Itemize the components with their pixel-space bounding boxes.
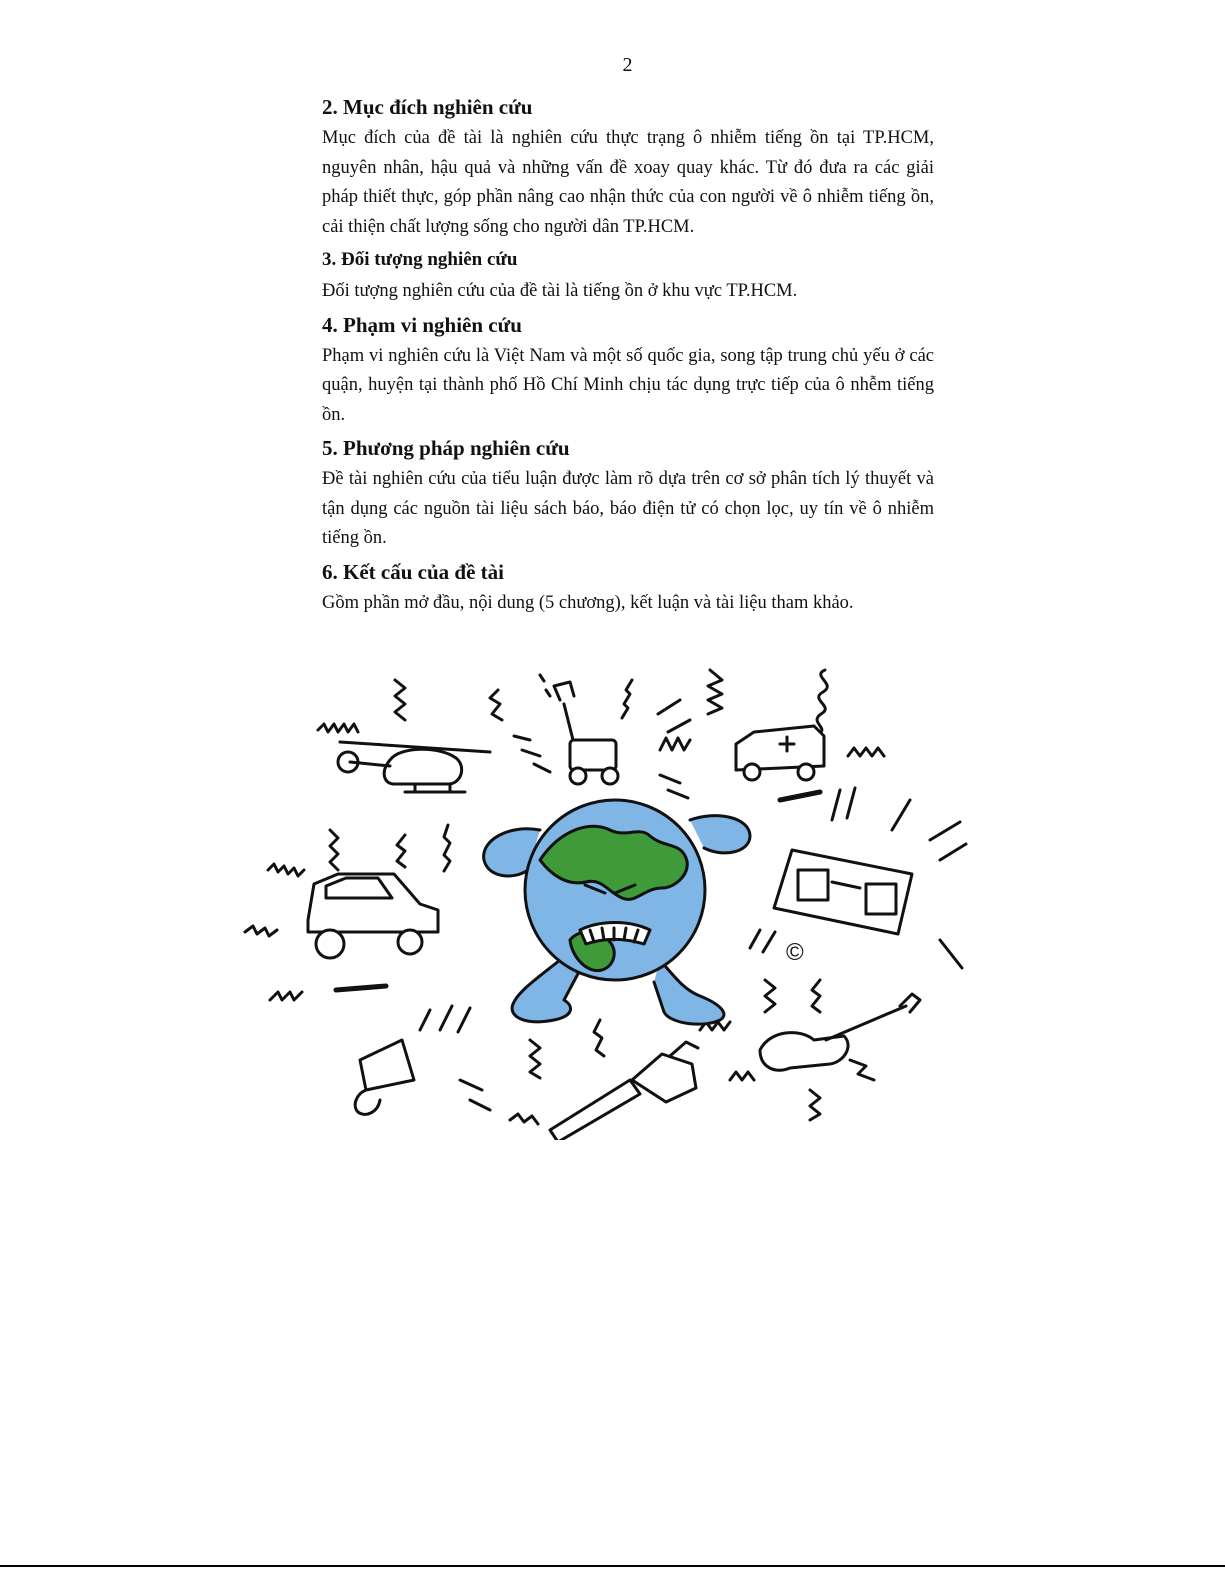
section-heading-method: 5. Phương pháp nghiên cứu <box>322 436 570 460</box>
noise-squiggle <box>708 670 722 714</box>
noise-squiggle <box>245 926 277 936</box>
noise-squiggle <box>812 980 820 1012</box>
noise-squiggle <box>850 1060 874 1080</box>
megaphone-icon <box>355 1040 414 1114</box>
section-heading-subject: 3. Đối tượng nghiên cứu <box>322 249 518 270</box>
noise-squiggle <box>270 992 302 1000</box>
noise-squiggle <box>594 1020 604 1056</box>
noise-squiggle <box>330 830 338 870</box>
noise-squiggle <box>810 1090 820 1120</box>
noise-squiggle <box>460 1080 490 1110</box>
noise-squiggle <box>540 675 550 696</box>
section-body-scope: Phạm vi nghiên cứu là Việt Nam và một số quốc gia, song tập trung chủ yếu ở các quận, huyện tại thành phố Hồ Chí Minh chịu tác dụng trực tiếp của ô nhễm tiếng ồn. <box>322 345 934 425</box>
noise-squiggle <box>750 930 775 952</box>
noise-squiggle <box>660 738 690 750</box>
noise-squiggle <box>395 680 405 720</box>
noise-squiggle <box>940 940 962 968</box>
guitar-icon <box>760 994 920 1070</box>
ambulance-icon <box>736 726 824 800</box>
section-body-structure: Gồm phần mở đầu, nội dung (5 chương), kết luận và tài liệu tham khảo. <box>322 592 854 613</box>
chainsaw-icon <box>550 1042 698 1140</box>
noise-squiggle <box>660 775 688 798</box>
section-body-method: Đề tài nghiên cứu của tiểu luận được làm rõ dựa trên cơ sở phân tích lý thuyết và tận dụng các nguồn tài liệu sách báo, báo điện tử có chọn lọc, uy tín về ô nhiễm tiếng ồn. <box>322 469 934 548</box>
section-heading-scope: 4. Phạm vi nghiên cứu <box>322 312 522 337</box>
lawn-mower-icon <box>554 682 618 784</box>
section-body-subject: Đối tượng nghiên cứu của đề tài là tiếng ồn ở khu vực TP.HCM. <box>322 281 798 301</box>
noise-squiggle <box>397 835 405 867</box>
document-body <box>322 92 934 621</box>
noise-squiggle <box>832 788 855 820</box>
globe-icon <box>525 800 705 980</box>
noise-squiggle <box>765 980 775 1012</box>
copyright-mark: © <box>786 939 804 966</box>
noise-squiggle <box>622 680 632 718</box>
section-body-purpose: Mục đích của đề tài là nghiên cứu thực trạng ô nhiễm tiếng ồn tại TP.HCM, nguyên nhân, hậu quả và những vấn đề xoay quay khác. Từ đó đưa ra các giải pháp thiết thực, góp phần nâng cao nhận thức của con người về ô nhiễm tiếng ồn, cải thiện chất lượng sống cho người dân TP.HCM. <box>322 128 934 237</box>
noise-squiggle <box>420 1006 470 1032</box>
noise-squiggle <box>510 1114 538 1124</box>
noise-squiggle <box>530 1040 540 1078</box>
noise-pollution-illustration <box>240 660 970 1140</box>
noise-squiggle <box>930 822 966 860</box>
page-bottom-rule <box>0 1565 1225 1567</box>
car-icon <box>308 874 438 990</box>
noise-squiggle <box>730 1072 754 1080</box>
noise-cartoon-svg <box>240 660 970 1140</box>
noise-squiggle <box>514 736 550 772</box>
noise-squiggle <box>848 748 884 756</box>
noise-squiggle <box>658 700 690 732</box>
noise-squiggle <box>318 724 358 732</box>
helicopter-icon <box>338 742 490 792</box>
section-heading-structure: 6. Kết cấu của đề tài <box>322 559 504 584</box>
boombox-icon <box>774 850 912 934</box>
noise-squiggle <box>817 670 827 734</box>
noise-squiggle <box>444 825 450 871</box>
section-heading-purpose: 2. Mục đích nghiên cứu <box>322 95 533 119</box>
noise-squiggle <box>490 690 502 720</box>
noise-squiggle <box>268 864 304 876</box>
noise-squiggle <box>892 800 910 830</box>
page-number: 2 <box>622 54 633 76</box>
